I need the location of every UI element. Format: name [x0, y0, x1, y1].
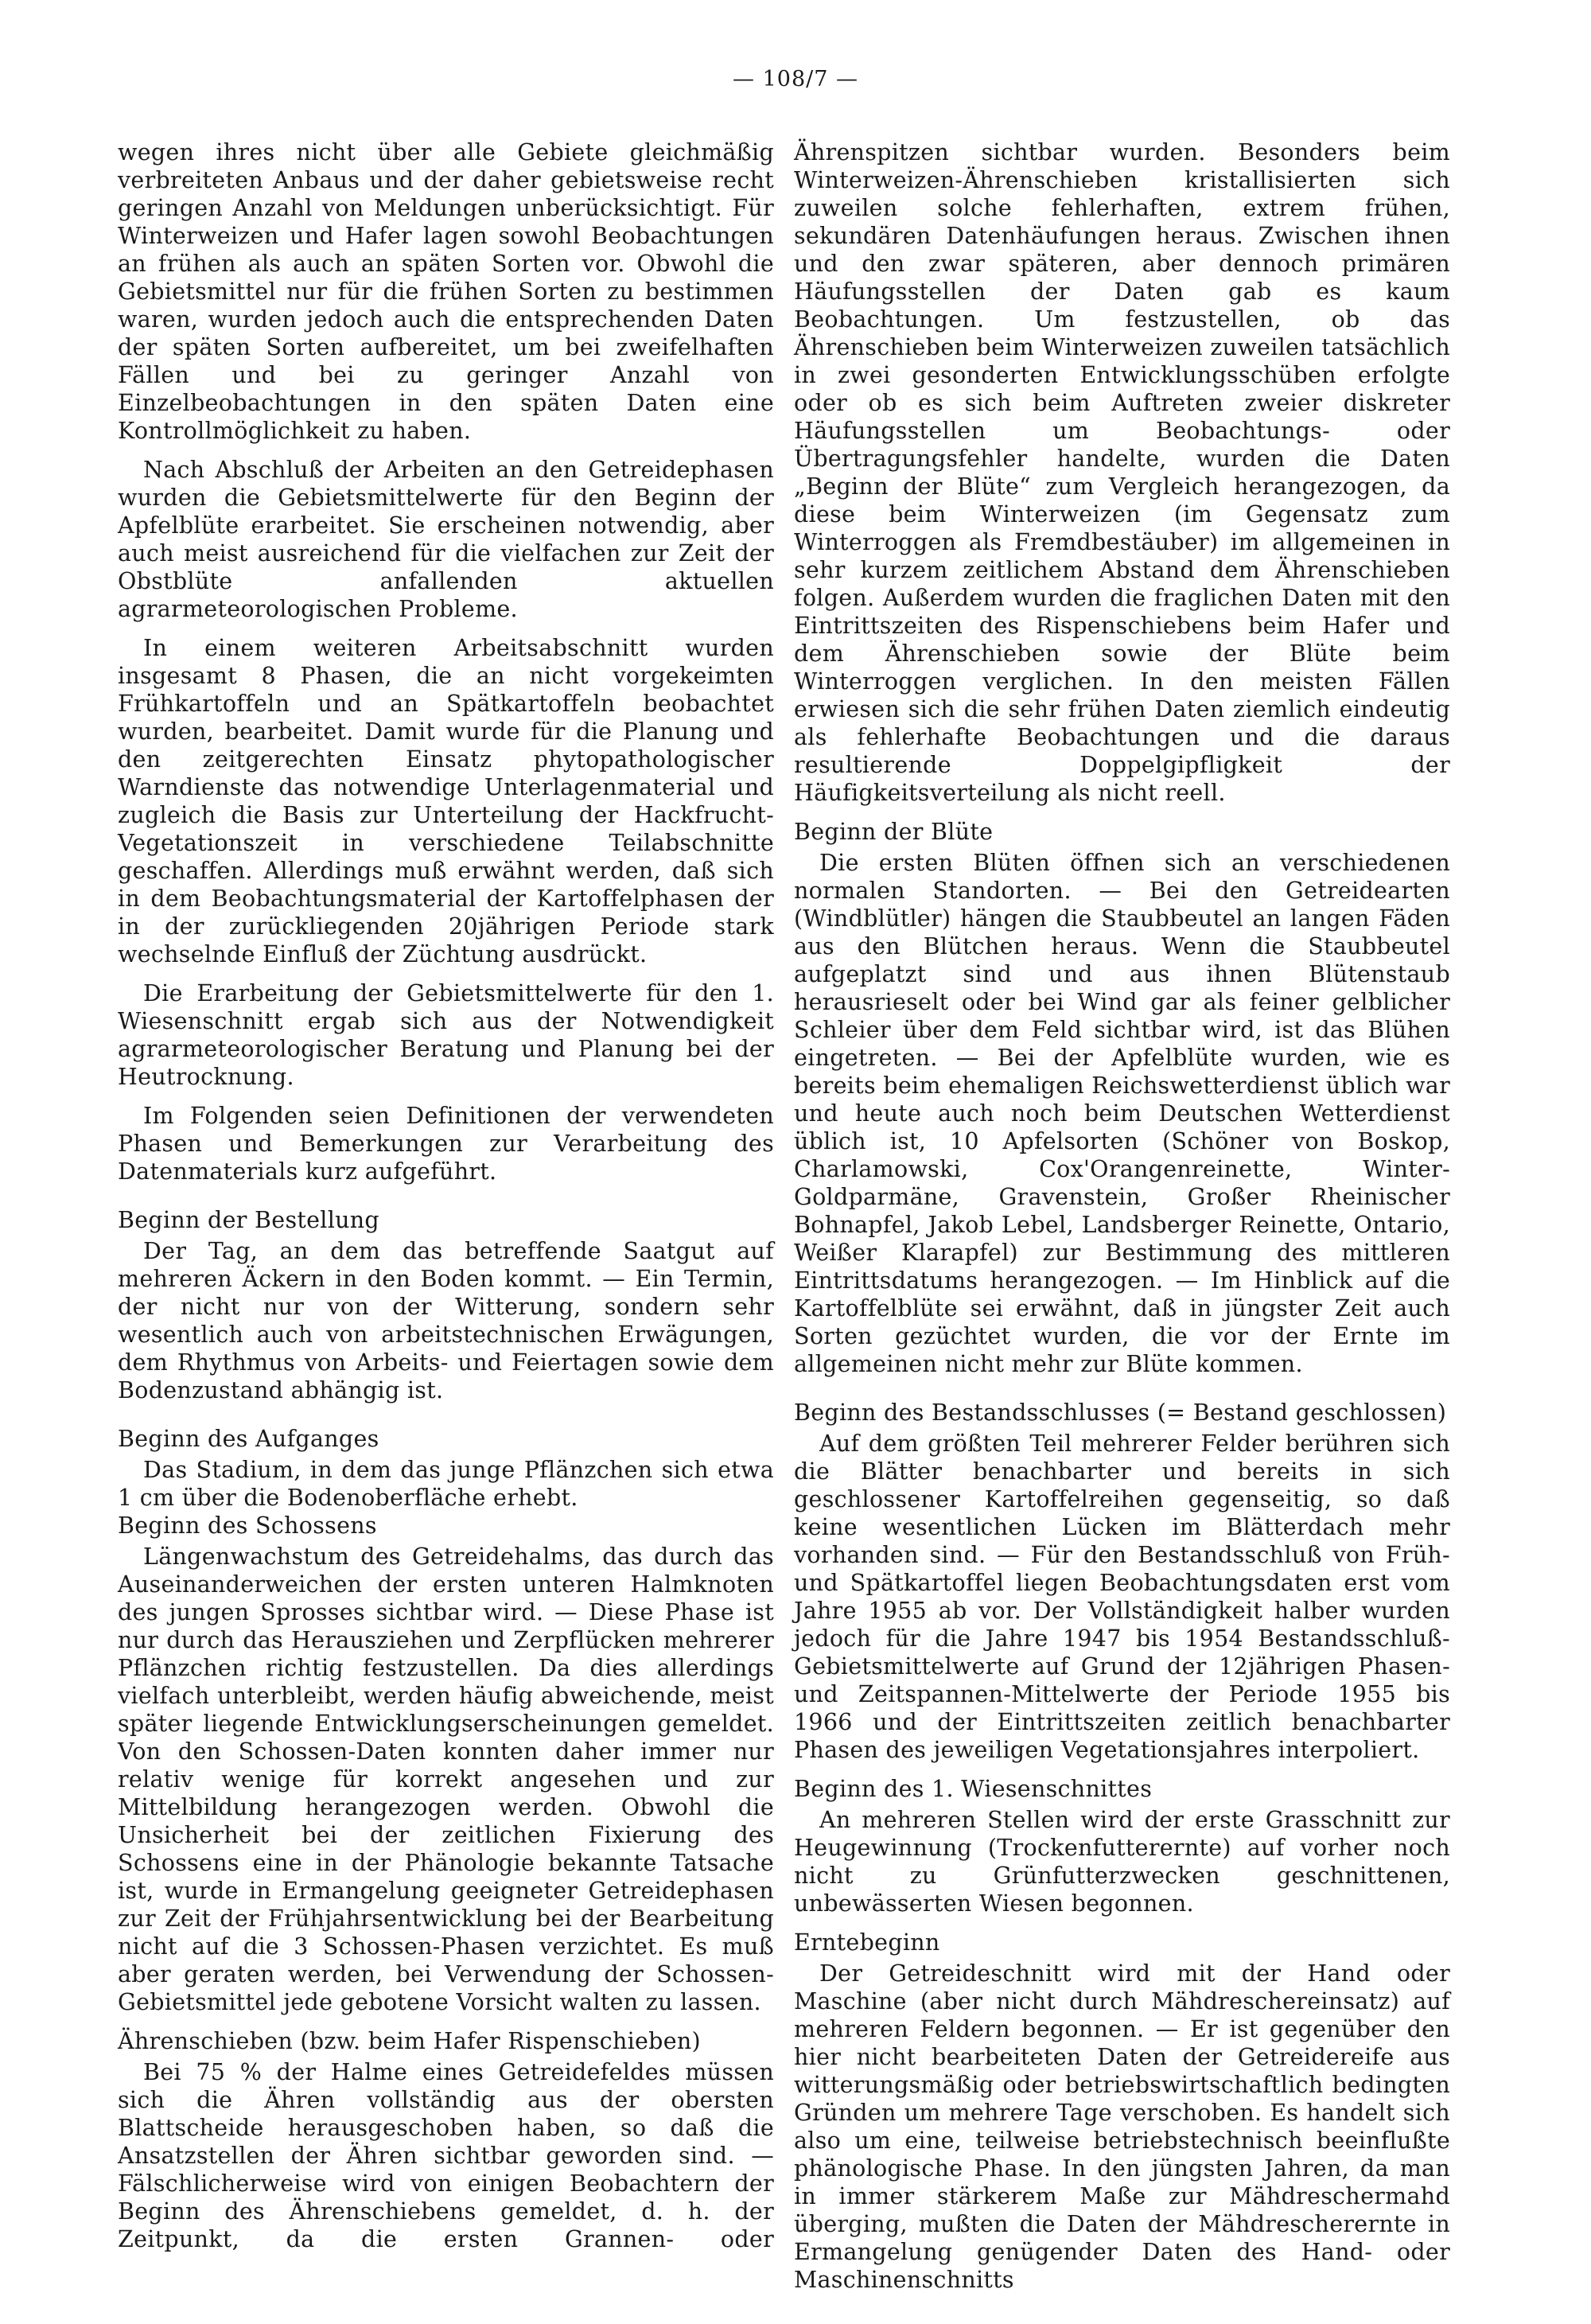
- section-heading: Beginn der Bestellung: [118, 1207, 379, 1233]
- right-column: [794, 138, 1450, 2305]
- paragraph: Nach Abschluß der Arbeiten an den Getreidephasen wurden die Gebietsmittelwerte für den Beginn der Apfelblüte erarbeitet. Sie erscheinen notwendig, aber auch meist ausreichend für die vielfachen zur Zeit der Obstblüte anfallenden aktuellen agrarmeteorologischen Probleme.: [118, 457, 774, 622]
- section-heading: Erntebeginn: [794, 1929, 940, 1956]
- left-column: [118, 138, 774, 2264]
- paragraph: Auf dem größten Teil mehrerer Felder berühren sich die Blätter benachbarter und bereits in sich geschlossener Kartoffelreihen gegenseitig, so daß keine wesentlichen Lücken im Blätterdach mehr vorhanden sind. — Für den Bestandsschluß von Früh- und Spätkartoffel liegen Beobachtungsdaten erst vom Jahre 1955 ab vor. Der Vollständigkeit halber wurden jedoch für die Jahre 1947 bis 1954 Bestandsschluß-Gebietsmittelwerte auf Grund der 12jährigen Phasen- und Zeitspannen-Mittelwerte der Periode 1955 bis 1966 und der Eintrittszeiten zeitlich benachbarter Phasen des jeweiligen Vegetationsjahres interpoliert.: [794, 1431, 1450, 1763]
- paragraph: An mehreren Stellen wird der erste Grasschnitt zur Heugewinnung (Trockenfutterernte) auf vorher noch nicht zu Grünfutterzwecken geschnittenen, unbewässerten Wiesen begonnen.: [794, 1807, 1450, 1917]
- section-heading: Beginn des Bestandsschlusses (= Bestand geschlossen): [794, 1399, 1447, 1426]
- section-heading: Beginn der Blüte: [794, 819, 994, 845]
- paragraph: In einem weiteren Arbeitsabschnitt wurden insgesamt 8 Phasen, die an nicht vorgekeimten Frühkartoffeln und an Spätkartoffeln beobachtet wurden, bearbeitet. Damit wurde für die Planung und den zeitgerechten Einsatz phytopathologischer Warndienste das notwendige Unterlagenmaterial und zugleich die Basis zur Unterteilung der Hackfrucht-Vegetationszeit in verschiedene Teilabschnitte geschaffen. Allerdings muß erwähnt werden, daß sich in dem Beobachtungsmaterial der Kartoffelphasen der in der zurückliegenden 20jährigen Periode stark wechselnde Einfluß der Züchtung ausdrückt.: [118, 635, 774, 967]
- paragraph: Im Folgenden seien Definitionen der verwendeten Phasen und Bemerkungen zur Verarbeitung des Datenmaterials kurz aufgeführt.: [118, 1103, 774, 1185]
- page-number: — 108/7 —: [733, 67, 858, 91]
- paragraph: Die Erarbeitung der Gebietsmittelwerte für den 1. Wiesenschnitt ergab sich aus der Notwendigkeit agrarmeteorologischer Beratung und Planung bei der Heutrocknung.: [118, 980, 774, 1090]
- paragraph: Längenwachstum des Getreidehalms, das durch das Auseinanderweichen der ersten unteren Halmknoten des jungen Sprosses sichtbar wird. — Diese Phase ist nur durch das Herausziehen und Zerpflücken mehrerer Pflänzchen richtig festzustellen. Da dies allerdings vielfach unterbleibt, werden häufig abweichende, meist später liegende Entwicklungserscheinungen gemeldet. Von den Schossen-Daten konnten daher immer nur relativ wenige für korrekt angesehen und zur Mittelbildung herangezogen werden. Obwohl die Unsicherheit bei der zeitlichen Fixierung des Schossens eine in der Phänologie bekannte Tatsache ist, wurde in Ermangelung geeigneter Getreidephasen zur Zeit der Frühjahrsentwicklung bei der Bearbeitung nicht auf die 3 Schossen-Phasen verzichtet. Es muß aber geraten werden, bei Verwendung der Schossen-Gebietsmittel jede gebotene Vorsicht walten zu lassen.: [118, 1543, 774, 2015]
- paragraph: Die ersten Blüten öffnen sich an verschiedenen normalen Standorten. — Bei den Getreidearten (Windblütler) hängen die Staubbeutel an langen Fäden aus den Blütchen heraus. Wenn die Staubbeutel aufgeplatzt sind und aus ihnen Blütenstaub herausrieselt oder bei Wind gar als feiner gelblicher Schleier über dem Feld sichtbar wird, ist das Blühen eingetreten. — Bei der Apfelblüte wurden, wie es bereits beim ehemaligen Reichswetterdienst üblich war und heute auch noch beim Deutschen Wetterdienst üblich ist, 10 Apfelsorten (Schöner von Boskop, Charlamowski, Cox'Orangenreinette, Winter-Goldparmäne, Gravenstein, Großer Rheinischer Bohnapfel, Jakob Lebel, Landsberger Reinette, Ontario, Weißer Klarapfel) zur Bestimmung des mittleren Eintrittsdatums herangezogen. — Im Hinblick auf die Kartoffelblüte sei erwähnt, daß in jüngster Zeit auch Sorten gezüchtet wurden, die vor der Ernte im allgemeinen nicht mehr zur Blüte kommen.: [794, 850, 1450, 1377]
- section-heading: Beginn des Aufganges: [118, 1426, 379, 1452]
- paragraph: Der Tag, an dem das betreffende Saatgut auf mehreren Äckern in den Boden kommt. — Ein Termin, der nicht nur von der Witterung, sondern sehr wesentlich auch von arbeitstechnischen Erwägungen, dem Rhythmus von Arbeits- und Feiertagen sowie dem Bodenzustand abhängig ist.: [118, 1238, 774, 1403]
- section-heading: Beginn des Schossens: [118, 1512, 377, 1539]
- paragraph: Der Getreideschnitt wird mit der Hand oder Maschine (aber nicht durch Mähdreschereinsatz) auf mehreren Feldern begonnen. — Er ist gegenüber den hier nicht bearbeiteten Daten der Getreidereife aus witterungsmäßig oder betriebswirtschaftlich bedingten Gründen um mehrere Tage verschoben. Es handelt sich also um eine, teilweise betriebstechnisch beeinflußte phänologische Phase. In den jüngsten Jahren, da man in immer stärkerem Maße zur Mähdreschermahd überging, mußten die Daten der Mähdrescherernte in Ermangelung genügender Daten des Hand- oder Maschinenschnitts: [794, 1960, 1450, 2293]
- paragraph: Das Stadium, in dem das junge Pflänzchen sich etwa 1 cm über die Bodenoberfläche erhebt.: [118, 1457, 774, 1511]
- paragraph: Ährenspitzen sichtbar wurden. Besonders beim Winterweizen-Ährenschieben kristallisierten sich zuweilen solche fehlerhaften, extrem frühen, sekundären Datenhäufungen heraus. Zwischen ihnen und den zwar späteren, aber dennoch primären Häufungsstellen der Daten gab es kaum Beobachtungen. Um festzustellen, ob das Ährenschieben beim Winterweizen zuweilen tatsächlich in zwei gesonderten Entwicklungsschüben erfolgte oder ob es sich beim Auftreten zweier diskreter Häufungsstellen um Beobachtungs- oder Übertragungsfehler handelte, wurden die Daten „Beginn der Blüte“ zum Vergleich herangezogen, da diese beim Winterweizen (im Gegensatz zum Winterroggen als Fremdbestäuber) im allgemeinen in sehr kurzem zeitlichem Abstand dem Ährenschieben folgen. Außerdem wurden die fraglichen Daten mit den Eintrittszeiten des Rispenschiebens beim Hafer und dem Ährenschieben sowie der Blüte beim Winterroggen verglichen. In den meisten Fällen erwiesen sich die sehr frühen Daten ziemlich eindeutig als fehlerhafte Beobachtungen und die daraus resultierende Doppelgipfligkeit der Häufigkeitsverteilung als nicht reell.: [794, 139, 1450, 806]
- paragraph: wegen ihres nicht über alle Gebiete gleichmäßig verbreiteten Anbaus und der daher gebietsweise recht geringen Anzahl von Meldungen unberücksichtigt. Für Winterweizen und Hafer lagen sowohl Beobachtungen an frühen als auch an späten Sorten vor. Obwohl die Gebietsmittel nur für die frühen Sorten zu bestimmen waren, wurden jedoch auch die entsprechenden Daten der späten Sorten aufbereitet, um bei zweifelhaften Fällen und bei zu geringer Anzahl von Einzelbeobachtungen in den späten Daten eine Kontrollmöglichkeit zu haben.: [118, 139, 774, 444]
- section-heading: Ährenschieben (bzw. beim Hafer Rispenschieben): [118, 2028, 701, 2054]
- section-heading: Beginn des 1. Wiesenschnittes: [794, 1776, 1153, 1802]
- paragraph: Bei 75 % der Halme eines Getreidefeldes müssen sich die Ähren vollständig aus der obersten Blattscheide herausgeschoben haben, so daß die Ansatzstellen der Ähren sichtbar geworden sind. — Fälschlicherweise wird von einigen Beobachtern der Beginn des Ährenschiebens gemeldet, d. h. der Zeitpunkt, da die ersten Grannen- oder: [118, 2059, 774, 2252]
